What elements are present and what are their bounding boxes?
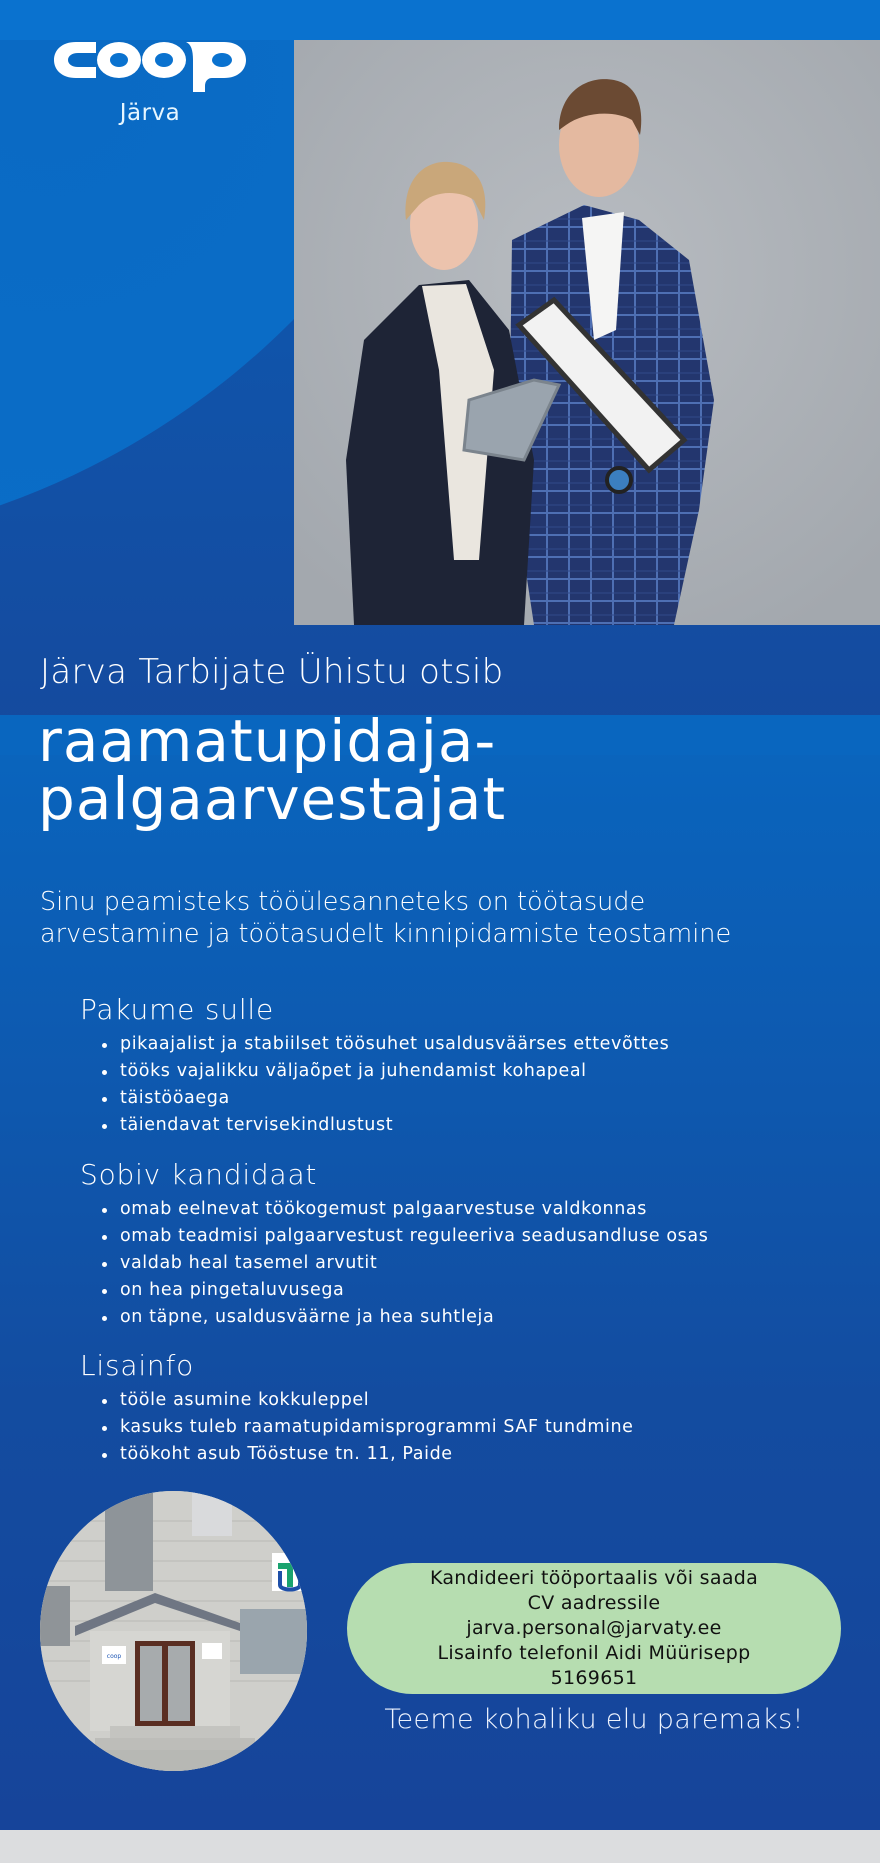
job-description-line-2: arvestamine ja töötasudelt kinnipidamiste teostamine xyxy=(40,919,732,949)
section-heading: Lisainfo xyxy=(80,1349,195,1382)
list-item: on hea pingetaluvusega xyxy=(102,1277,708,1304)
section-heading: Sobiv kandidaat xyxy=(80,1158,318,1191)
list-item: tööle asumine kokkuleppel xyxy=(102,1387,634,1414)
section-heading: Pakume sulle xyxy=(80,993,275,1026)
contact-info-box xyxy=(347,1563,841,1694)
hero-photo-two-people xyxy=(294,40,880,625)
list-item: pikaajalist ja stabiilset töösuhet usaldusväärses ettevõttes xyxy=(102,1031,669,1058)
info-list xyxy=(102,1387,634,1468)
building-illustration-icon xyxy=(40,1491,307,1771)
contact-email-link[interactable]: jarva.personal@jarvaty.ee xyxy=(466,1617,722,1639)
contact-person-text: Lisainfo telefonil Aidi Müürisepp xyxy=(437,1642,751,1664)
coop-logo xyxy=(52,38,248,126)
job-title-line-1: raamatupidaja- xyxy=(38,707,497,775)
contact-cv-text: CV aadressile xyxy=(527,1592,661,1614)
list-item: omab eelnevat töökogemust palgaarvestuse valdkonnas xyxy=(102,1196,708,1223)
list-item: töökoht asub Tööstuse tn. 11, Paide xyxy=(102,1441,634,1468)
list-item: tööks vajalikku väljaõpet ja juhendamist kohapeal xyxy=(102,1058,669,1085)
job-title xyxy=(38,707,507,833)
job-description-line-1: Sinu peamisteks tööülesanneteks on töötasude xyxy=(40,887,646,917)
logo-region: Järva xyxy=(119,100,181,126)
list-item: täistööaega xyxy=(102,1085,669,1112)
section-candidate xyxy=(80,1158,708,1331)
employer-kicker: Järva Tarbijate Ühistu otsib xyxy=(40,652,504,692)
people-illustration-icon xyxy=(294,40,880,625)
contact-phone-link[interactable]: 5169651 xyxy=(550,1667,638,1689)
job-description xyxy=(40,886,860,950)
list-item: täiendavat tervisekindlustust xyxy=(102,1112,669,1139)
background-top-strip xyxy=(0,0,880,40)
list-item: omab teadmisi palgaarvestust reguleeriva seadusandluse osas xyxy=(102,1223,708,1250)
contact-apply-text: Kandideeri tööportaalis või saada xyxy=(429,1567,759,1589)
list-item: on täpne, usaldusväärne ja hea suhtleja xyxy=(102,1304,708,1331)
building-sign-coop: coop xyxy=(106,1653,122,1660)
slogan: Teeme kohaliku elu paremaks! xyxy=(384,1704,804,1735)
section-offer xyxy=(80,993,669,1139)
job-title-line-2: palgaarvestajat xyxy=(38,765,507,833)
office-building-photo xyxy=(40,1491,307,1771)
section-additional-info xyxy=(80,1349,634,1468)
candidate-list xyxy=(102,1196,708,1331)
offer-list xyxy=(102,1031,669,1139)
list-item: valdab heal tasemel arvutit xyxy=(102,1250,708,1277)
coop-wordmark-icon xyxy=(52,38,248,92)
list-item: kasuks tuleb raamatupidamisprogrammi SAF tundmine xyxy=(102,1414,634,1441)
